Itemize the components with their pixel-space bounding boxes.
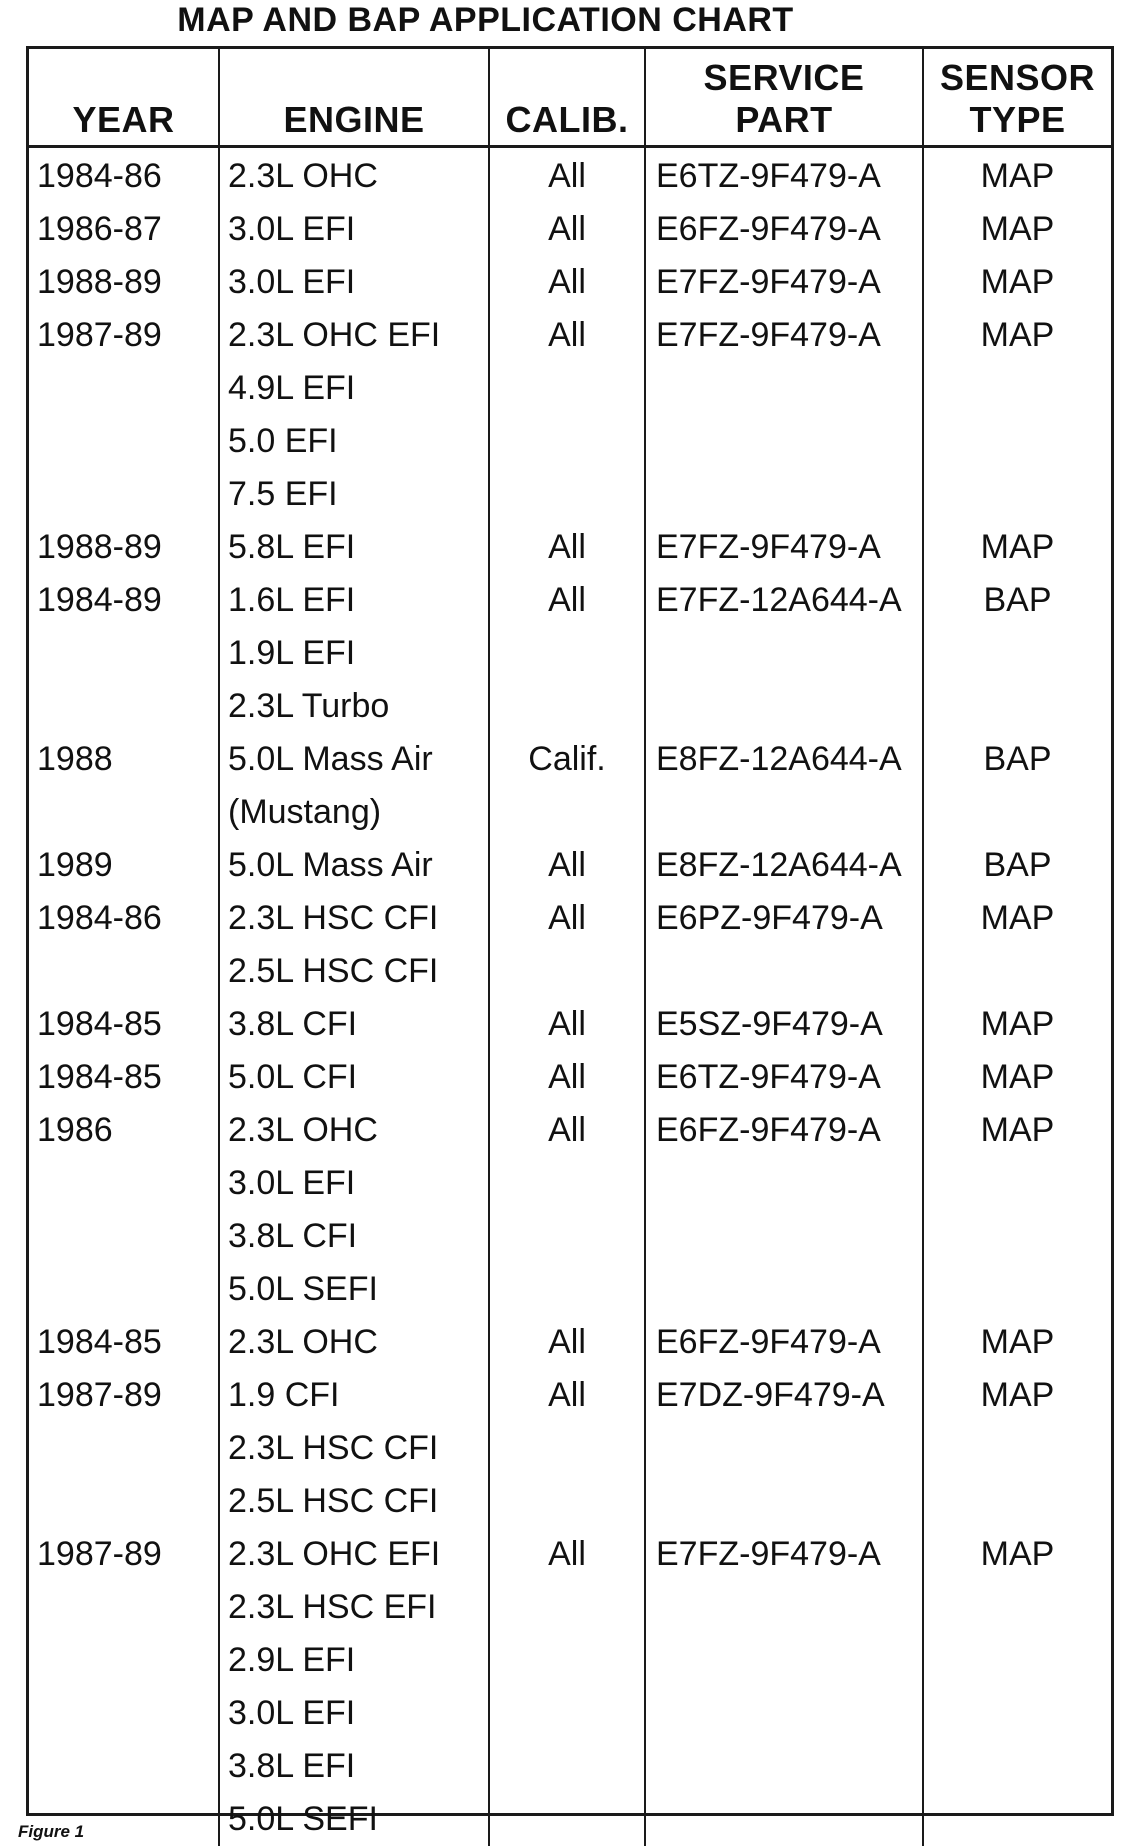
figure-caption: Figure 1 [18, 1822, 84, 1842]
cell-service-part [645, 415, 923, 468]
table-row [29, 680, 1111, 733]
cell-calibration: All [489, 1051, 645, 1104]
cell-year: 1984-85 [29, 1051, 219, 1104]
cell-year: 1989 [29, 839, 219, 892]
cell-calibration [489, 1793, 645, 1846]
cell-sensor-type [923, 362, 1111, 415]
cell-sensor-type: MAP [923, 892, 1111, 945]
cell-sensor-type [923, 945, 1111, 998]
cell-service-part: E7FZ-9F479-A [645, 309, 923, 362]
cell-engine: 3.0L EFI [219, 256, 489, 309]
table-row [29, 1422, 1111, 1475]
cell-engine: 1.9L EFI [219, 627, 489, 680]
cell-year [29, 1475, 219, 1528]
cell-engine: 2.3L OHC EFI [219, 309, 489, 362]
cell-service-part [645, 680, 923, 733]
cell-year: 1988-89 [29, 521, 219, 574]
application-table [29, 49, 1111, 1846]
cell-engine: 5.0L Mass Air [219, 733, 489, 786]
cell-engine: 2.3L HSC CFI [219, 892, 489, 945]
cell-engine: 5.0L Mass Air [219, 839, 489, 892]
cell-engine: 2.3L OHC [219, 1316, 489, 1369]
cell-engine: 2.9L EFI [219, 1634, 489, 1687]
cell-calibration [489, 627, 645, 680]
cell-sensor-type: MAP [923, 1528, 1111, 1581]
cell-year: 1984-86 [29, 147, 219, 204]
cell-year: 1987-89 [29, 309, 219, 362]
cell-service-part: E7FZ-12A644-A [645, 574, 923, 627]
cell-year [29, 468, 219, 521]
cell-service-part [645, 1157, 923, 1210]
header-sensor-type [923, 49, 1111, 147]
cell-service-part [645, 1210, 923, 1263]
header-year: YEAR [29, 49, 219, 147]
cell-service-part [645, 627, 923, 680]
cell-engine: 2.3L OHC EFI [219, 1528, 489, 1581]
cell-sensor-type: MAP [923, 521, 1111, 574]
cell-calibration: All [489, 839, 645, 892]
cell-engine: 2.3L Turbo [219, 680, 489, 733]
cell-service-part: E8FZ-12A644-A [645, 839, 923, 892]
cell-service-part [645, 1581, 923, 1634]
chart-title-text: MAP AND BAP APPLICATION CHART [177, 0, 793, 40]
cell-sensor-type [923, 468, 1111, 521]
cell-year: 1984-85 [29, 998, 219, 1051]
cell-year [29, 1740, 219, 1793]
table-row [29, 1528, 1111, 1581]
cell-calibration [489, 945, 645, 998]
table-row [29, 1634, 1111, 1687]
cell-year [29, 1422, 219, 1475]
cell-engine: 3.0L EFI [219, 1687, 489, 1740]
cell-year [29, 786, 219, 839]
cell-calibration: All [489, 1316, 645, 1369]
cell-sensor-type: BAP [923, 574, 1111, 627]
table-row [29, 415, 1111, 468]
cell-year [29, 1581, 219, 1634]
table-row [29, 309, 1111, 362]
table-row [29, 839, 1111, 892]
cell-engine: 2.3L OHC [219, 1104, 489, 1157]
cell-calibration [489, 1740, 645, 1793]
cell-calibration [489, 1475, 645, 1528]
cell-service-part: E7FZ-9F479-A [645, 521, 923, 574]
cell-year: 1987-89 [29, 1369, 219, 1422]
cell-service-part: E5SZ-9F479-A [645, 998, 923, 1051]
cell-service-part [645, 362, 923, 415]
header-calib: CALIB. [489, 49, 645, 147]
cell-calibration [489, 468, 645, 521]
cell-engine: 3.8L CFI [219, 1210, 489, 1263]
cell-calibration [489, 1687, 645, 1740]
cell-calibration: All [489, 203, 645, 256]
cell-sensor-type: MAP [923, 1104, 1111, 1157]
cell-year: 1988-89 [29, 256, 219, 309]
cell-sensor-type [923, 1581, 1111, 1634]
cell-sensor-type: MAP [923, 998, 1111, 1051]
cell-year: 1984-89 [29, 574, 219, 627]
cell-sensor-type: BAP [923, 733, 1111, 786]
cell-year: 1987-89 [29, 1528, 219, 1581]
application-table-frame [26, 46, 1114, 1816]
table-row [29, 892, 1111, 945]
cell-engine: (Mustang) [219, 786, 489, 839]
chart-title [0, 0, 1136, 40]
cell-sensor-type [923, 1263, 1111, 1316]
cell-sensor-type [923, 415, 1111, 468]
cell-sensor-type [923, 680, 1111, 733]
cell-engine: 3.0L EFI [219, 1157, 489, 1210]
cell-service-part [645, 945, 923, 998]
cell-calibration [489, 786, 645, 839]
table-row [29, 574, 1111, 627]
cell-engine: 7.5 EFI [219, 468, 489, 521]
cell-sensor-type [923, 1793, 1111, 1846]
cell-year: 1984-85 [29, 1316, 219, 1369]
header-service-part-line1: SERVICE [704, 57, 865, 98]
cell-year [29, 415, 219, 468]
cell-sensor-type: MAP [923, 203, 1111, 256]
cell-service-part: E7FZ-9F479-A [645, 1528, 923, 1581]
table-row [29, 1157, 1111, 1210]
cell-engine: 2.3L HSC EFI [219, 1581, 489, 1634]
table-row [29, 362, 1111, 415]
cell-calibration: All [489, 574, 645, 627]
header-engine: ENGINE [219, 49, 489, 147]
cell-engine: 5.0L SEFI [219, 1793, 489, 1846]
cell-sensor-type: MAP [923, 256, 1111, 309]
cell-sensor-type: MAP [923, 1051, 1111, 1104]
table-row [29, 1740, 1111, 1793]
cell-service-part: E7FZ-9F479-A [645, 256, 923, 309]
cell-service-part: E8FZ-12A644-A [645, 733, 923, 786]
cell-engine: 5.0L SEFI [219, 1263, 489, 1316]
cell-engine: 1.6L EFI [219, 574, 489, 627]
cell-calibration [489, 1263, 645, 1316]
cell-sensor-type: MAP [923, 1316, 1111, 1369]
table-row [29, 1687, 1111, 1740]
cell-calibration [489, 1157, 645, 1210]
header-row [29, 49, 1111, 147]
table-row [29, 468, 1111, 521]
cell-year [29, 362, 219, 415]
cell-engine: 3.0L EFI [219, 203, 489, 256]
cell-calibration [489, 680, 645, 733]
cell-calibration [489, 1581, 645, 1634]
table-row [29, 998, 1111, 1051]
cell-calibration: All [489, 998, 645, 1051]
cell-service-part [645, 468, 923, 521]
cell-sensor-type [923, 1687, 1111, 1740]
cell-service-part [645, 1687, 923, 1740]
cell-calibration: All [489, 1369, 645, 1422]
cell-calibration: All [489, 256, 645, 309]
cell-sensor-type [923, 1422, 1111, 1475]
cell-sensor-type: BAP [923, 839, 1111, 892]
cell-year: 1986 [29, 1104, 219, 1157]
table-body [29, 147, 1111, 1846]
cell-calibration [489, 362, 645, 415]
table-row [29, 1104, 1111, 1157]
cell-year [29, 1687, 219, 1740]
table-row [29, 1051, 1111, 1104]
cell-sensor-type: MAP [923, 309, 1111, 362]
cell-service-part: E6FZ-9F479-A [645, 1316, 923, 1369]
cell-sensor-type [923, 1475, 1111, 1528]
cell-year [29, 1210, 219, 1263]
table-row [29, 786, 1111, 839]
table-row [29, 521, 1111, 574]
cell-service-part: E6PZ-9F479-A [645, 892, 923, 945]
table-row [29, 1793, 1111, 1846]
cell-sensor-type [923, 1157, 1111, 1210]
cell-service-part [645, 1422, 923, 1475]
cell-year [29, 1157, 219, 1210]
cell-service-part [645, 786, 923, 839]
cell-sensor-type [923, 1210, 1111, 1263]
cell-sensor-type: MAP [923, 1369, 1111, 1422]
cell-engine: 5.0 EFI [219, 415, 489, 468]
header-sensor-type-line2: TYPE [969, 99, 1065, 140]
cell-service-part: E6TZ-9F479-A [645, 147, 923, 204]
cell-calibration: All [489, 309, 645, 362]
cell-year [29, 680, 219, 733]
table-row [29, 1210, 1111, 1263]
cell-engine: 3.8L CFI [219, 998, 489, 1051]
table-row [29, 1475, 1111, 1528]
cell-engine: 5.0L CFI [219, 1051, 489, 1104]
header-service-part [645, 49, 923, 147]
cell-calibration: Calif. [489, 733, 645, 786]
cell-sensor-type [923, 786, 1111, 839]
table-row [29, 945, 1111, 998]
cell-calibration [489, 1210, 645, 1263]
table-row [29, 256, 1111, 309]
cell-year: 1986-87 [29, 203, 219, 256]
cell-calibration: All [489, 147, 645, 204]
cell-sensor-type [923, 1634, 1111, 1687]
table-row [29, 733, 1111, 786]
cell-engine: 2.5L HSC CFI [219, 945, 489, 998]
header-sensor-type-line1: SENSOR [940, 57, 1095, 98]
cell-year [29, 1634, 219, 1687]
table-row [29, 1263, 1111, 1316]
cell-calibration: All [489, 521, 645, 574]
cell-calibration [489, 415, 645, 468]
table-row [29, 1581, 1111, 1634]
cell-year [29, 945, 219, 998]
cell-service-part: E7DZ-9F479-A [645, 1369, 923, 1422]
cell-service-part: E6FZ-9F479-A [645, 203, 923, 256]
table-row [29, 627, 1111, 680]
table-row [29, 203, 1111, 256]
cell-calibration: All [489, 1104, 645, 1157]
cell-service-part [645, 1475, 923, 1528]
table-row [29, 1316, 1111, 1369]
cell-year: 1984-86 [29, 892, 219, 945]
cell-service-part: E6FZ-9F479-A [645, 1104, 923, 1157]
cell-service-part [645, 1263, 923, 1316]
table-row [29, 147, 1111, 204]
cell-engine: 2.3L HSC CFI [219, 1422, 489, 1475]
cell-engine: 3.8L EFI [219, 1740, 489, 1793]
cell-calibration: All [489, 1528, 645, 1581]
cell-engine: 1.9 CFI [219, 1369, 489, 1422]
header-service-part-line2: PART [735, 99, 832, 140]
cell-engine: 2.3L OHC [219, 147, 489, 204]
table-row [29, 1369, 1111, 1422]
cell-sensor-type [923, 1740, 1111, 1793]
cell-service-part [645, 1634, 923, 1687]
cell-engine: 5.8L EFI [219, 521, 489, 574]
cell-calibration [489, 1634, 645, 1687]
cell-service-part [645, 1793, 923, 1846]
cell-year [29, 1263, 219, 1316]
cell-year: 1988 [29, 733, 219, 786]
cell-calibration [489, 1422, 645, 1475]
cell-service-part: E6TZ-9F479-A [645, 1051, 923, 1104]
cell-engine: 2.5L HSC CFI [219, 1475, 489, 1528]
cell-year [29, 627, 219, 680]
cell-sensor-type: MAP [923, 147, 1111, 204]
cell-calibration: All [489, 892, 645, 945]
cell-engine: 4.9L EFI [219, 362, 489, 415]
cell-service-part [645, 1740, 923, 1793]
cell-sensor-type [923, 627, 1111, 680]
